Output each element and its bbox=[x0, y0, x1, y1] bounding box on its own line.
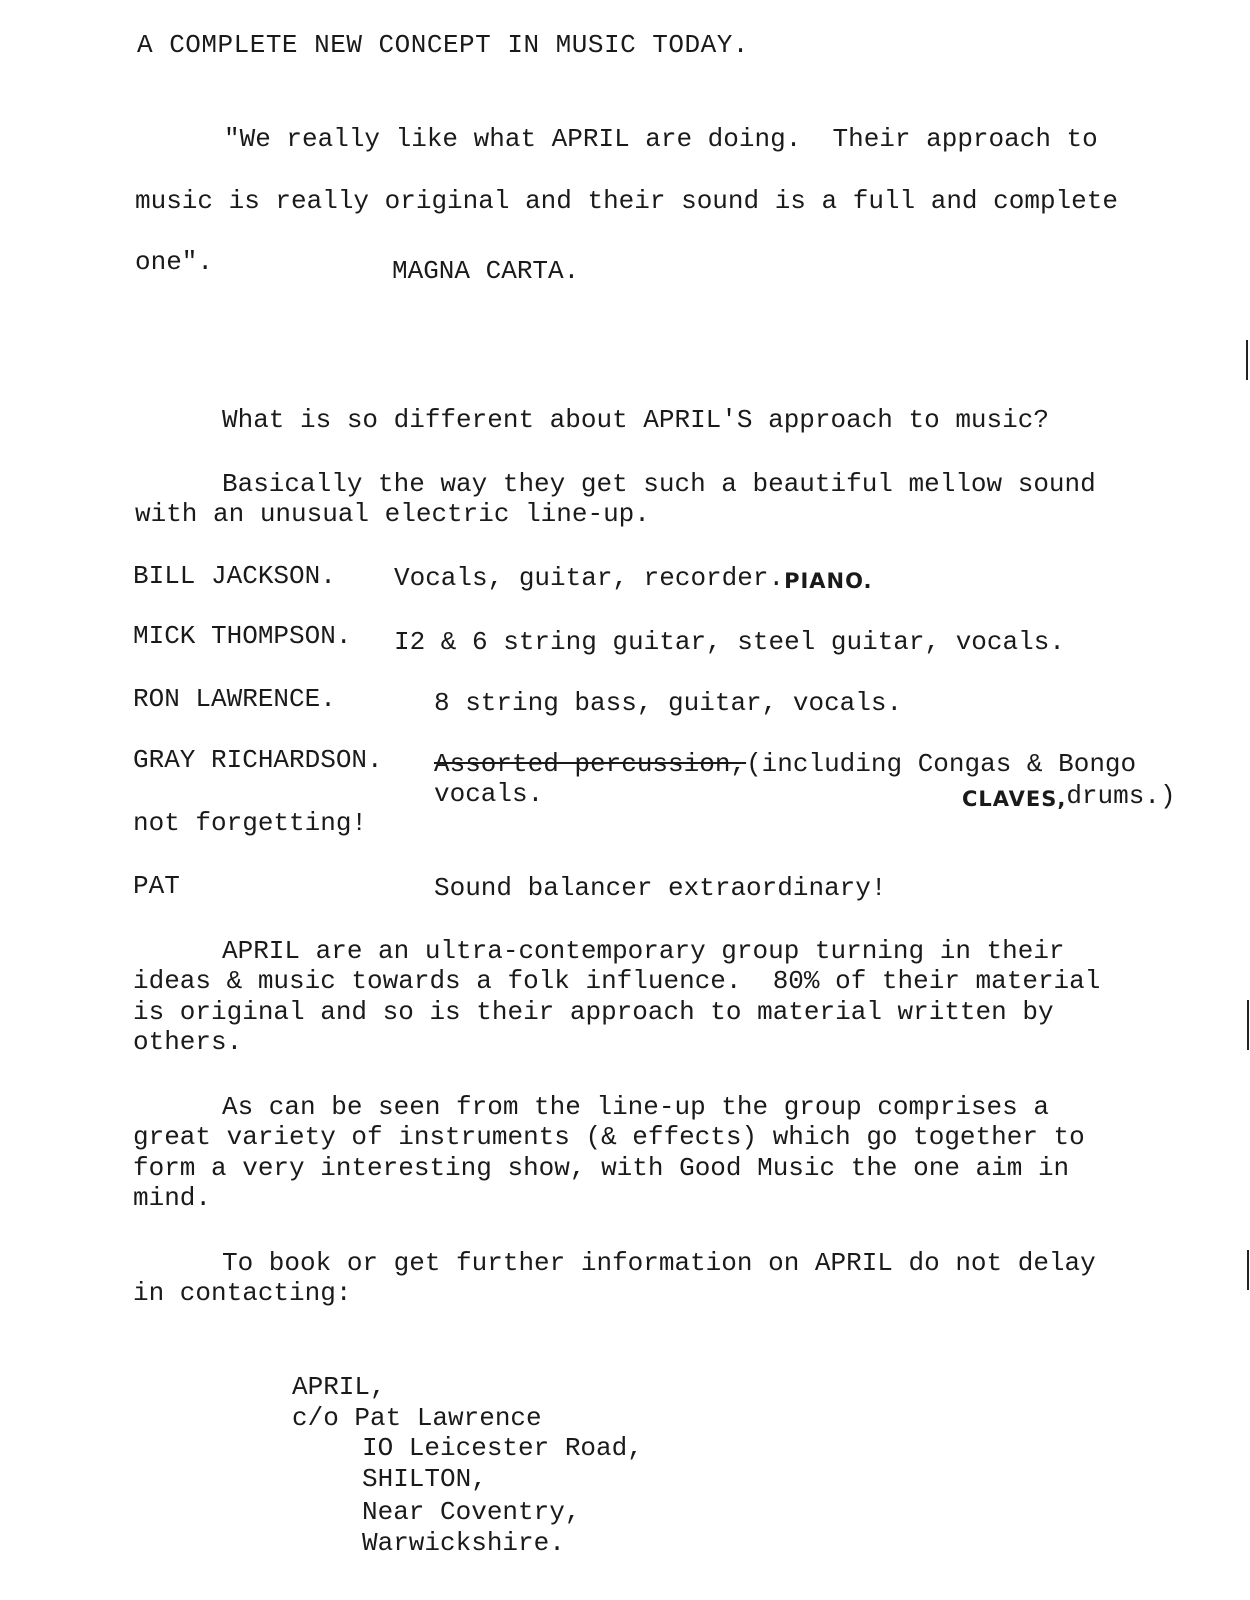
member-name: MICK THOMPSON. bbox=[133, 621, 352, 651]
member-role: 8 string bass, guitar, vocals. bbox=[434, 688, 903, 718]
member-name: GRAY RICHARDSON. bbox=[133, 745, 383, 775]
para2-line: form a very interesting show, with Good Music the one aim in bbox=[133, 1153, 1070, 1183]
member-name: PAT bbox=[133, 871, 180, 901]
struck-text: Assorted percussion, bbox=[434, 749, 747, 779]
address-line: IO Leicester Road, bbox=[362, 1433, 643, 1463]
page-heading: A COMPLETE NEW CONCEPT IN MUSIC TODAY. bbox=[137, 30, 749, 60]
member-role-line-2-end: CLAVES,drums.) bbox=[962, 781, 1176, 811]
answer-line-1: Basically the way they get such a beautiful mellow sound bbox=[222, 469, 1096, 499]
member-name: BILL JACKSON. bbox=[133, 561, 336, 591]
address-line: Near Coventry, bbox=[362, 1497, 581, 1527]
para1-line: is original and so is their approach to material written by bbox=[133, 997, 1054, 1027]
para2-line: As can be seen from the line-up the group comprises a bbox=[222, 1092, 1049, 1122]
question: What is so different about APRIL'S approach to music? bbox=[222, 405, 1049, 435]
address-line: SHILTON, bbox=[362, 1464, 487, 1494]
address-line: Warwickshire. bbox=[362, 1528, 565, 1558]
address-line: APRIL, bbox=[292, 1372, 386, 1402]
handwritten-annotation: CLAVES, bbox=[962, 787, 1067, 811]
scan-edge-mark bbox=[1247, 1250, 1249, 1290]
handwritten-annotation: PIANO. bbox=[784, 569, 873, 593]
para1-line: ideas & music towards a folk influence. 80% of their material bbox=[133, 966, 1101, 996]
para2-line: great variety of instruments (& effects) which go together to bbox=[133, 1122, 1085, 1152]
not-forgetting: not forgetting! bbox=[133, 808, 368, 838]
member-role: I2 & 6 string guitar, steel guitar, vocals. bbox=[394, 627, 1065, 657]
address-line: c/o Pat Lawrence bbox=[292, 1403, 542, 1433]
para3-line: in contacting: bbox=[133, 1278, 352, 1308]
member-name: RON LAWRENCE. bbox=[133, 684, 336, 714]
quote-line-3: one". bbox=[135, 247, 214, 277]
para3-line: To book or get further information on APRIL do not delay bbox=[222, 1248, 1096, 1278]
para1-line: APRIL are an ultra-contemporary group turning in their bbox=[222, 936, 1065, 966]
para1-line: others. bbox=[133, 1027, 243, 1057]
member-role: Vocals, guitar, recorder.PIANO. bbox=[394, 563, 873, 593]
member-role: Assorted percussion,(including Congas & Bongo bbox=[434, 749, 1137, 779]
quote-attribution: MAGNA CARTA. bbox=[392, 256, 580, 286]
answer-line-2: with an unusual electric line-up. bbox=[135, 499, 650, 529]
scan-edge-mark bbox=[1247, 1000, 1249, 1050]
scan-edge-mark bbox=[1246, 340, 1248, 380]
quote-line-2: music is really original and their sound is a full and complete bbox=[135, 186, 1118, 216]
para2-line: mind. bbox=[133, 1183, 212, 1213]
member-role-line-2: vocals. bbox=[434, 779, 544, 809]
quote-line-1: "We really like what APRIL are doing. Their approach to bbox=[224, 124, 1098, 154]
member-role: Sound balancer extraordinary! bbox=[434, 873, 887, 903]
